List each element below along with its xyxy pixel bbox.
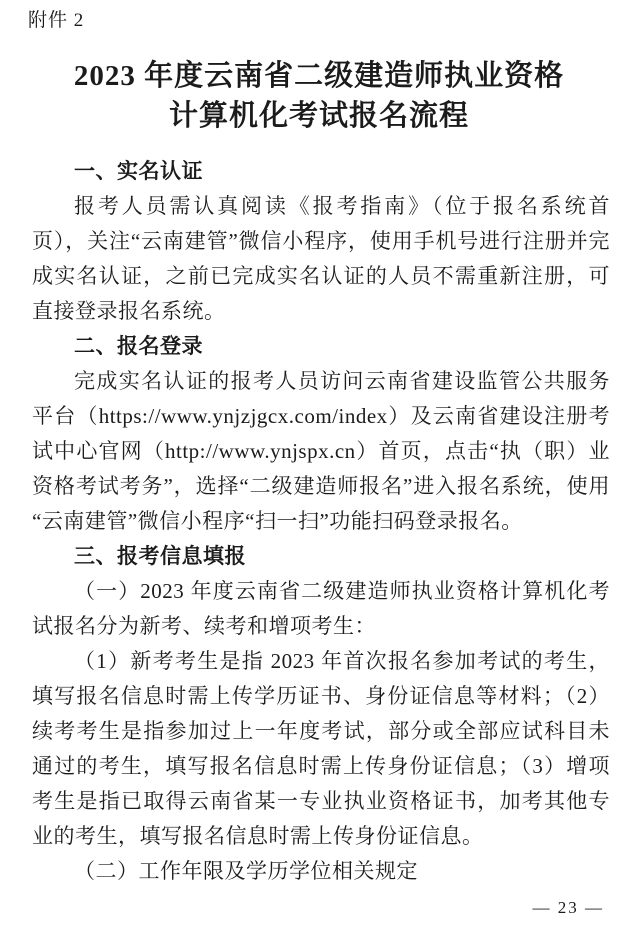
paragraph: （一）2023 年度云南省二级建造师执业资格计算机化考试报名分为新考、续考和增项考生： — [32, 579, 610, 638]
page-number: — 23 — — [532, 898, 604, 917]
section-heading-registration-login: 二、报名登录 — [74, 335, 203, 358]
paragraph: 报考人员需认真阅读《报考指南》（位于报名系统首页），关注“云南建管”微信小程序，使用手机号进行注册并完成实名认证，之前已完成实名认证的人员不需重新注册，可直接登录报名系统。 — [32, 194, 610, 323]
paragraph: （二）工作年限及学历学位相关规定 — [74, 859, 418, 883]
title-line-2: 计算机化考试报名流程 — [168, 100, 469, 132]
document-body — [32, 154, 610, 889]
attachment-label: 附件 2 — [28, 10, 85, 31]
paragraph: 完成实名认证的报考人员访问云南省建设监管公共服务平台（https://www.ynjzjgcx.com/index）及云南省建设注册考试中心官网（http://www.ynjspx.cn）首页，点击“执（职）业资格考试考务”，选择“二级建造师报名”进入报名系统，使用“云南建管”微信小程序“扫一扫”功能扫码登录报名。 — [32, 369, 610, 533]
document-title — [0, 56, 638, 136]
title-line-1: 2023 年度云南省二级建造师执业资格 — [73, 60, 565, 92]
section-heading-info-filling: 三、报考信息填报 — [74, 545, 246, 568]
section-heading-real-name-auth: 一、实名认证 — [74, 160, 203, 183]
paragraph: （1）新考考生是指 2023 年首次报名参加考试的考生，填写报名信息时需上传学历证书、身份证信息等材料；（2）续考考生是指参加过上一年度考试，部分或全部应试科目未通过的考生，填写报名信息时需上传身份证信息；（3）增项考生是指已取得云南省某一专业执业资格证书，加考其他专业的考生，填写报名信息时需上传身份证信息。 — [32, 649, 610, 848]
